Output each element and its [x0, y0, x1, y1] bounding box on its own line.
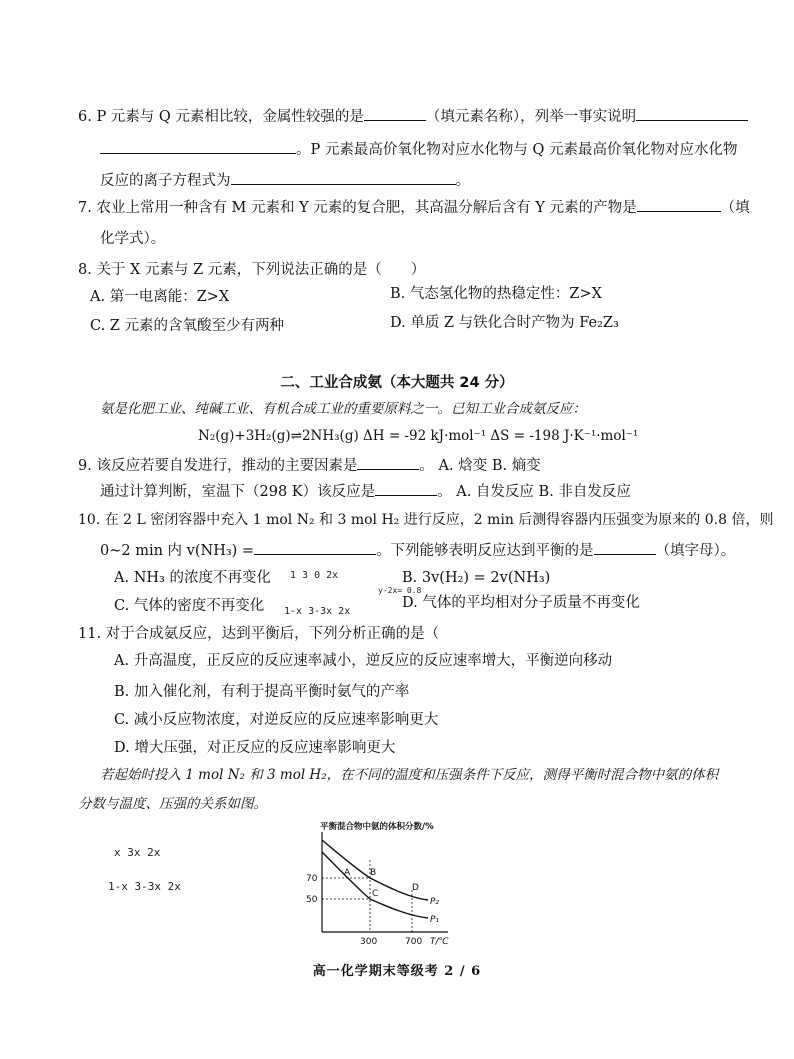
graph-xlabel: T/℃: [430, 937, 449, 947]
section2-intro: 氨是化肥工业、纯碱工业、有机合成工业的重要原料之一。已知工业合成氨反应：: [100, 401, 586, 417]
q9-text-d: 。 A. 自发反应 B. 非自发反应: [437, 484, 631, 500]
q6-blank-4: [231, 170, 456, 185]
q11-option-d: D. 增大压强，对正反应的反应速率影响更大: [114, 740, 396, 756]
section2-title: 二、工业合成氨（本大题共 24 分）: [280, 375, 514, 391]
handwritten-note-2: 1-x 3-3x 2x: [284, 606, 351, 617]
q9-text-b: 。 A. 焓变 B. 熵变: [419, 458, 541, 474]
q6-blank-1: [364, 106, 426, 121]
section2-equation: N₂(g)+3H₂(g)⇌2NH₃(g) ΔH = -92 kJ·mol⁻¹ ΔS = -198 J·K⁻¹·mol⁻¹: [198, 428, 639, 444]
ammonia-fraction-graph: [300, 820, 470, 950]
q7-blank: [637, 197, 721, 212]
q6-blank-3: [100, 139, 296, 154]
q11-option-c: C. 减小反应物浓度，对逆反应的反应速率影响更大: [114, 712, 439, 728]
handwritten-note-4: x 3x 2x: [114, 846, 161, 859]
handwritten-note-5: 1-x 3-3x 2x: [108, 880, 181, 893]
q9-blank-1: [357, 455, 419, 470]
q8-option-b: B. 气态氢化物的热稳定性：Z>X: [390, 286, 602, 302]
graph-xtick-300: 300: [360, 937, 378, 947]
q9-text-c: 通过计算判断，室温下（298 K）该反应是: [100, 484, 376, 500]
q10-option-c: C. 气体的密度不再变化: [114, 598, 265, 614]
q10-blank-1: [254, 540, 376, 555]
graph-xtick-700: 700: [405, 937, 423, 947]
handwritten-note-1: 1 3 0 2x: [290, 570, 339, 581]
q6-text-d: 反应的离子方程式为: [100, 173, 231, 189]
q10-line2: [100, 540, 735, 561]
graph-point-b: B: [370, 868, 377, 878]
q6-line1: [78, 106, 748, 127]
q9-blank-2: [375, 481, 437, 496]
q6-blank-2: [636, 106, 748, 121]
q7-text-b: （填: [720, 200, 750, 216]
graph-point-d: D: [412, 883, 419, 893]
q10-option-b: B. 3v(H₂) = 2v(NH₃): [402, 570, 551, 586]
q10-option-a: A. NH₃ 的浓度不再变化: [114, 570, 271, 586]
q10-line1: 10. 在 2 L 密闭容器中充入 1 mol N₂ 和 3 mol H₂ 进行反应，2 min 后测得容器内压强变为原来的 0.8 倍，则: [78, 512, 774, 528]
q8-stem: 8. 关于 X 元素与 Z 元素，下列说法正确的是（ ）: [78, 262, 426, 278]
graph-curve-label-p1: P₁: [430, 915, 440, 925]
q7-line1: [78, 197, 750, 218]
handwritten-note-3: y-2x= 0.8: [378, 586, 422, 595]
graph-point-a: A: [344, 868, 351, 878]
graph-curve-label-p2: P₂: [430, 897, 440, 907]
q6-text-a: 6. P 元素与 Q 元素相比较，金属性较强的是: [78, 109, 364, 125]
q6-text-c: 。P 元素最高价氧化物对应水化物与 Q 元素最高价氧化物对应水化物: [296, 142, 738, 158]
q10-text-c: （填字母）。: [655, 543, 736, 559]
q8-option-a: A. 第一电离能：Z>X: [90, 289, 230, 305]
q6-line3: [100, 170, 470, 191]
q10-blank-2: [594, 540, 656, 555]
para-line1: 若起始时投入 1 mol N₂ 和 3 mol H₂，在不同的温度和压强条件下反应，测得平衡时混合物中氨的体积: [100, 767, 719, 783]
graph-ytick-70: 70: [306, 874, 318, 884]
q6-line2: [100, 139, 737, 160]
graph-point-c: C: [372, 889, 379, 899]
q7-line2: 化学式）。: [100, 231, 166, 247]
q10-option-d: D. 气体的平均相对分子质量不再变化: [402, 595, 640, 611]
q6-text-e: 。: [455, 173, 470, 189]
q11-option-a: A. 升高温度，正反应的反应速率减小，逆反应的反应速率增大，平衡逆向移动: [114, 653, 613, 669]
q9-line2: [100, 481, 631, 502]
q9-line1: [78, 455, 541, 476]
q10-text-b: 。下列能够表明反应达到平衡的是: [376, 543, 594, 559]
q7-text-a: 7. 农业上常用一种含有 M 元素和 Y 元素的复合肥，其高温分解后含有 Y 元素的产物是: [78, 200, 637, 216]
q9-text-a: 9. 该反应若要自发进行，推动的主要因素是: [78, 458, 358, 474]
q10-text-a: 0~2 min 内 v(NH₃) =: [100, 543, 255, 559]
q11-option-b: B. 加入催化剂，有利于提高平衡时氨气的产率: [114, 684, 410, 700]
q8-option-c: C. Z 元素的含氧酸至少有两种: [90, 318, 284, 334]
graph-ylabel: 平衡混合物中氨的体积分数/%: [320, 822, 434, 832]
q11-stem: 11. 对于合成氨反应，达到平衡后，下列分析正确的是（: [78, 626, 440, 642]
para-line2: 分数与温度、压强的关系如图。: [78, 796, 267, 812]
q6-text-b: （填元素名称），列举一事实说明: [425, 109, 637, 125]
q8-option-d: D. 单质 Z 与铁化合时产物为 Fe₂Z₃: [390, 315, 619, 331]
graph-ytick-50: 50: [306, 895, 318, 905]
page-footer: 高一化学期末等级考 2 / 6: [312, 964, 482, 979]
